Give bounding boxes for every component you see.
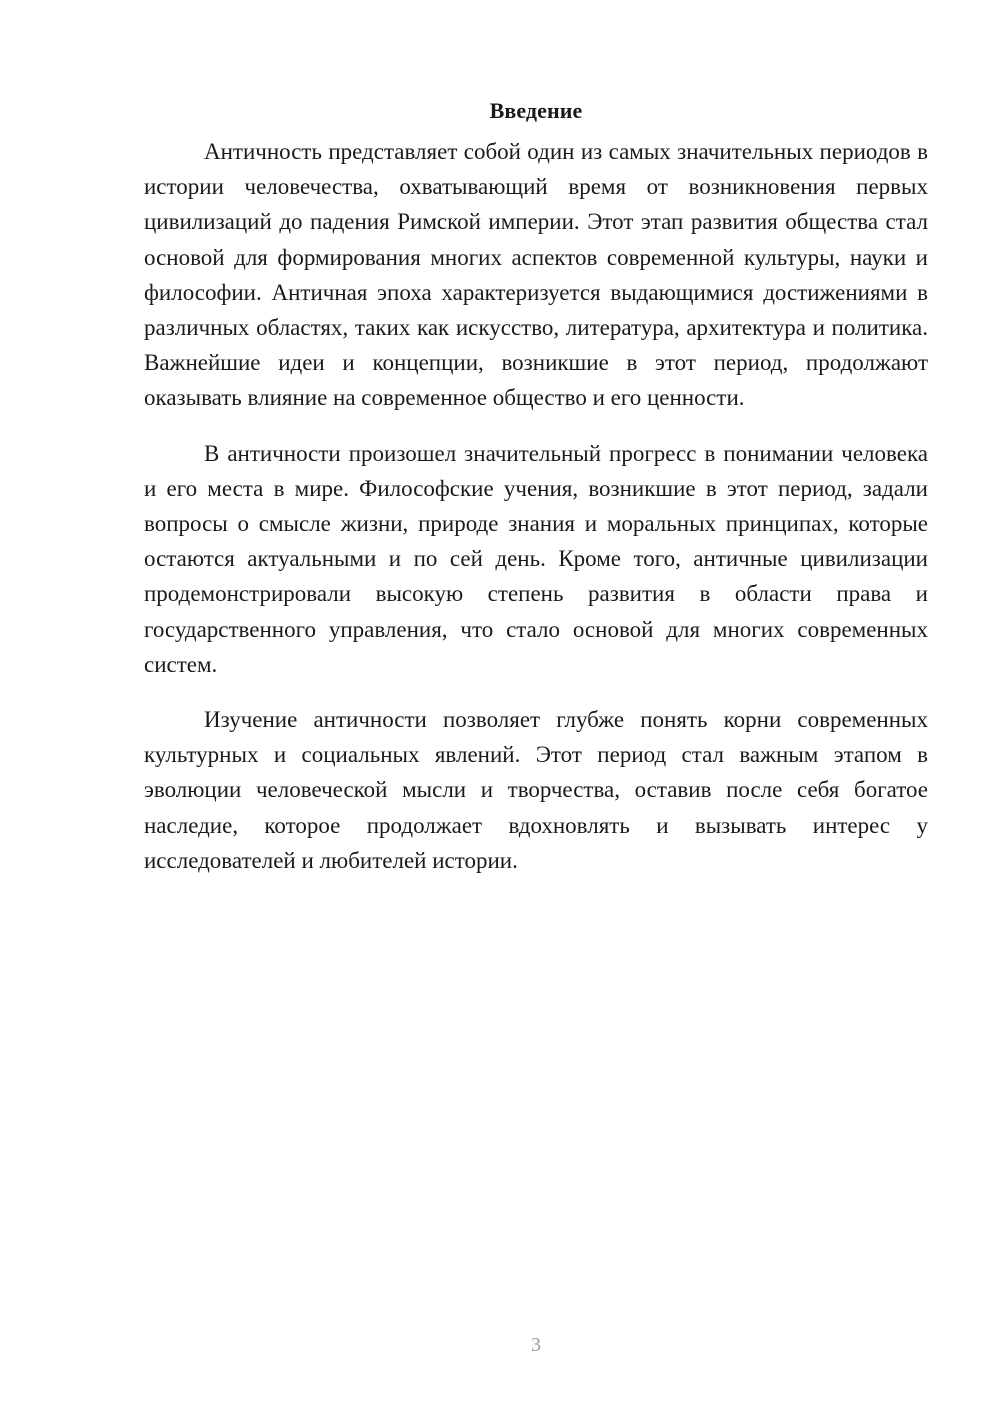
paragraph-1: Античность представляет собой один из самых значительных периодов в истории человечества, охватывающий время от возникновения первых цивилизаций до падения Римской империи. Этот этап развития общества стал основой для формирования многих аспектов современной культуры, науки и философии. Античная эпоха характеризуется выдающимися достижениями в различных областях, таких как искусство, литература, архитектура и политика. Важнейшие идеи и концепции, возникшие в этот период, продолжают оказывать влияние на современное общество и его ценности. <box>144 139 928 411</box>
paragraph-3: Изучение античности позволяет глубже понять корни современных культурных и социальных явлений. Этот период стал важным этапом в эволюции человеческой мысли и творчества, оставив после себя богатое наследие, которое продолжает вдохновлять и вызывать интерес у исследователей и любителей истории. <box>144 707 928 873</box>
page-content <box>144 96 928 898</box>
paragraph-2: В античности произошел значительный прогресс в понимании человека и его места в мире. Философские учения, возникшие в этот период, задали вопросы о смысле жизни, природе знания и моральных принципах, которые остаются актуальными и по сей день. Кроме того, античные цивилизации продемонстрировали высокую степень развития в области права и государственного управления, что стало основой для многих современных систем. <box>144 440 928 677</box>
section-heading: Введение <box>489 98 583 123</box>
page-number: 3 <box>531 1334 541 1356</box>
